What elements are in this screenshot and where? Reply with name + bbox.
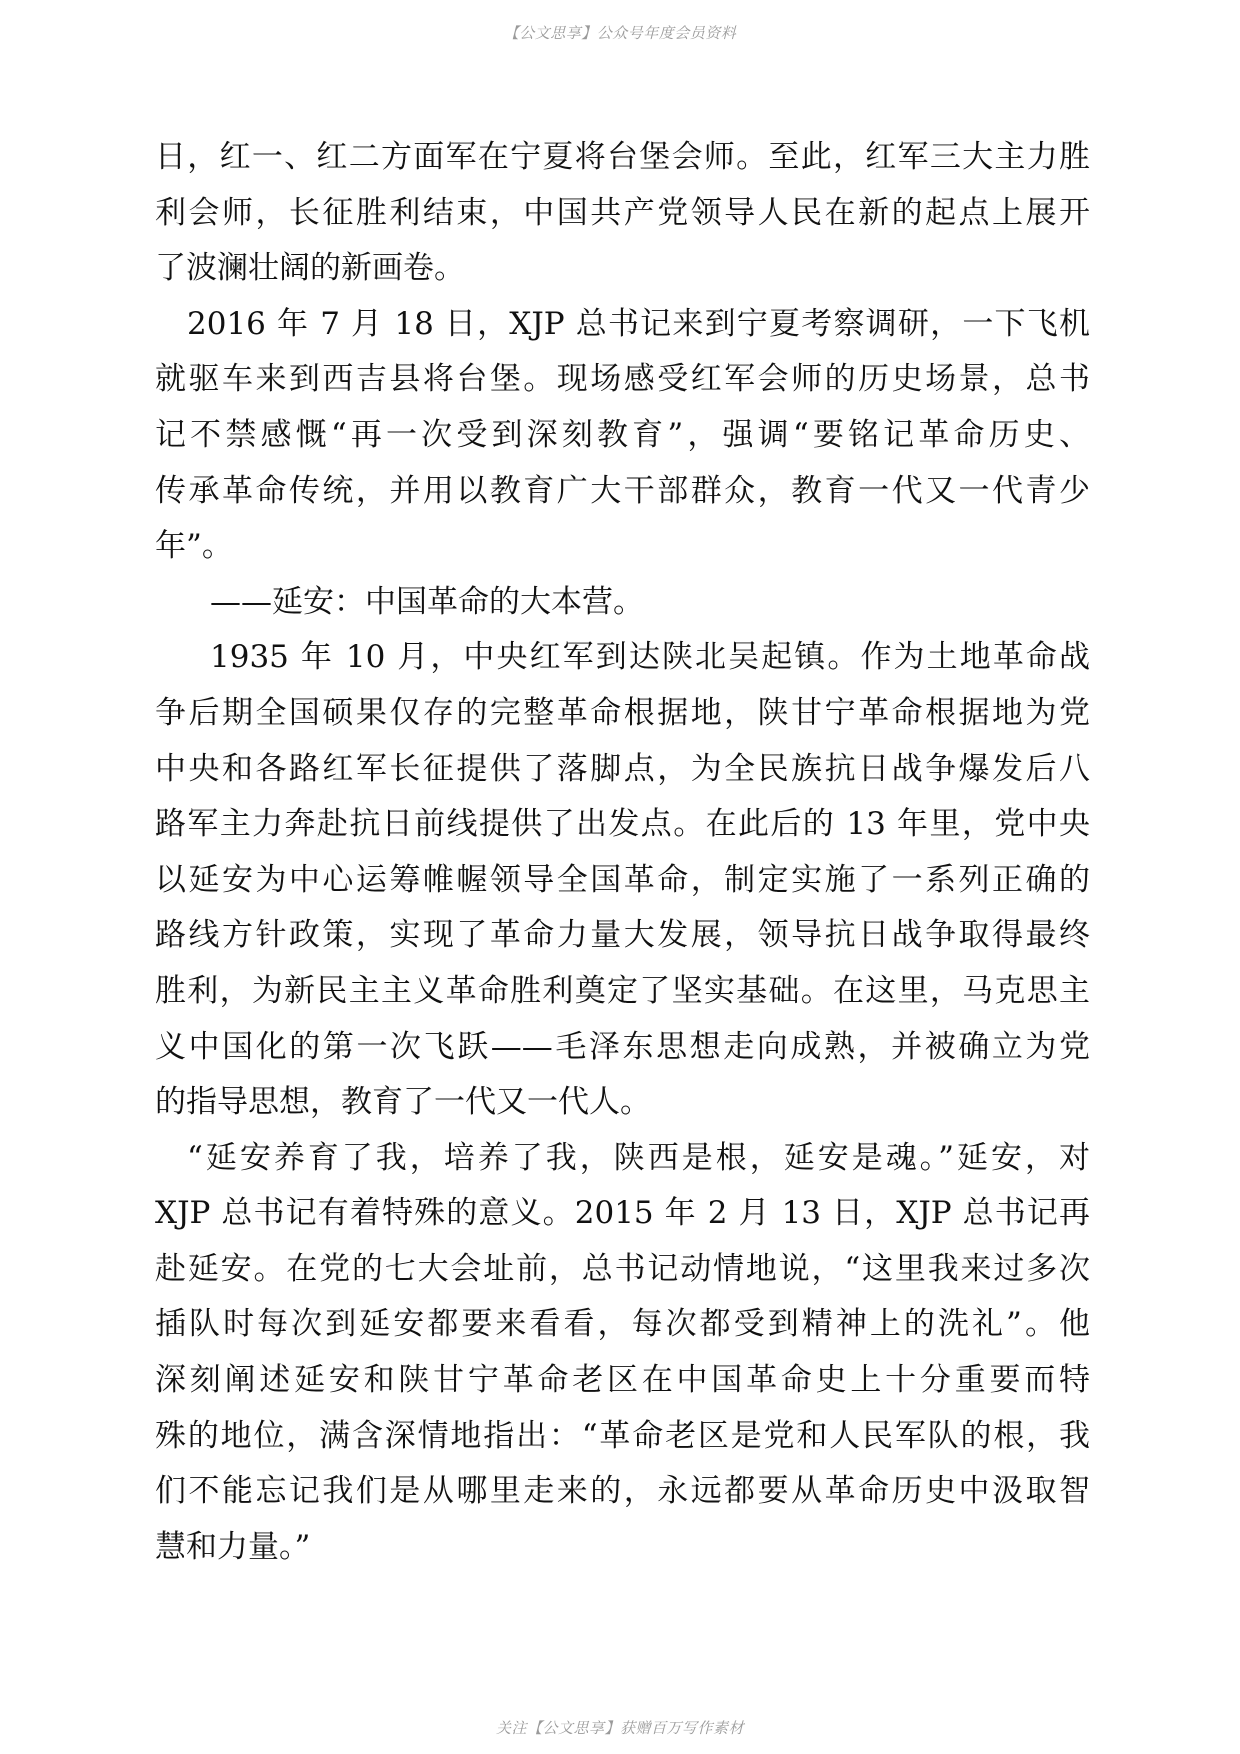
text-line: 日，红一、红二方面军在宁夏将台堡会师。至此，红军三大主力胜 [155,139,1090,175]
page-header-watermark: 【公文思享】公众号年度会员资料 [503,24,737,42]
text-line: 了波澜壮阔的新画卷。 [155,250,465,287]
text-line: 记不禁感慨“再一次受到深刻教育”，强调“要铭记革命历史、 [155,416,1090,453]
text-line: 的指导思想，教育了一代又一代人。 [155,1084,651,1121]
text-line: 插队时每次到延安都要来看看，每次都受到精神上的洗礼”。他 [155,1306,1090,1343]
text-line: 殊的地位，满含深情地指出：“革命老区是党和人民军队的根，我 [155,1417,1090,1454]
text-line: 传承革命传统，并用以教育广大干部群众，教育一代又一代青少 [155,472,1090,509]
paragraph [155,575,1090,631]
text-line: 利会师，长征胜利结束，中国共产党领导人民在新的起点上展开 [155,194,1090,231]
text-line: 慧和力量。” [155,1528,311,1565]
text-line: 胜利，为新民主主义革命胜利奠定了坚实基础。在这里，马克思主 [155,972,1090,1009]
text-line: 以延安为中心运筹帷幄领导全国革命，制定实施了一系列正确的 [155,861,1090,898]
paragraph [155,630,1090,1130]
text-line: XJP 总书记有着特殊的意义。2015 年 2 月 13 日，XJP 总书记再 [155,1195,1090,1232]
text-line: 中央和各路红军长征提供了落脚点，为全民族抗日战争爆发后八 [155,750,1090,787]
text-line: 年”。 [155,528,233,565]
text-line: 们不能忘记我们是从哪里走来的，永远都要从革命历史中汲取智 [155,1473,1090,1510]
text-line: 就驱车来到西吉县将台堡。现场感受红军会师的历史场景，总书 [155,361,1090,398]
document-body [155,130,1090,1575]
text-line: “延安养育了我，培养了我，陕西是根，延安是魂。”延安，对 [187,1139,1090,1176]
text-line: 义中国化的第一次飞跃——毛泽东思想走向成熟，并被确立为党 [155,1028,1090,1065]
text-line: 1935 年 10 月，中央红军到达陕北吴起镇。作为土地革命战 [210,639,1090,676]
paragraph [155,130,1090,297]
text-line: 争后期全国硕果仅存的完整革命根据地，陕甘宁革命根据地为党 [155,694,1090,731]
page-footer-watermark: 关注【公文思享】获赠百万写作素材 [495,1719,744,1737]
paragraph [155,297,1090,575]
text-line: 路军主力奔赴抗日前线提供了出发点。在此后的 13 年里，党中央 [155,806,1090,843]
paragraph [155,1131,1090,1576]
text-line: 路线方针政策，实现了革命力量大发展，领导抗日战争取得最终 [155,917,1090,954]
text-line: 深刻阐述延安和陕甘宁革命老区在中国革命史上十分重要而特 [155,1362,1090,1399]
text-line: 赴延安。在党的七大会址前，总书记动情地说，“这里我来过多次 [155,1250,1090,1287]
text-line: 2016 年 7 月 18 日，XJP 总书记来到宁夏考察调研，一下飞机 [187,305,1090,342]
text-line: ——延安：中国革命的大本营。 [210,583,644,620]
